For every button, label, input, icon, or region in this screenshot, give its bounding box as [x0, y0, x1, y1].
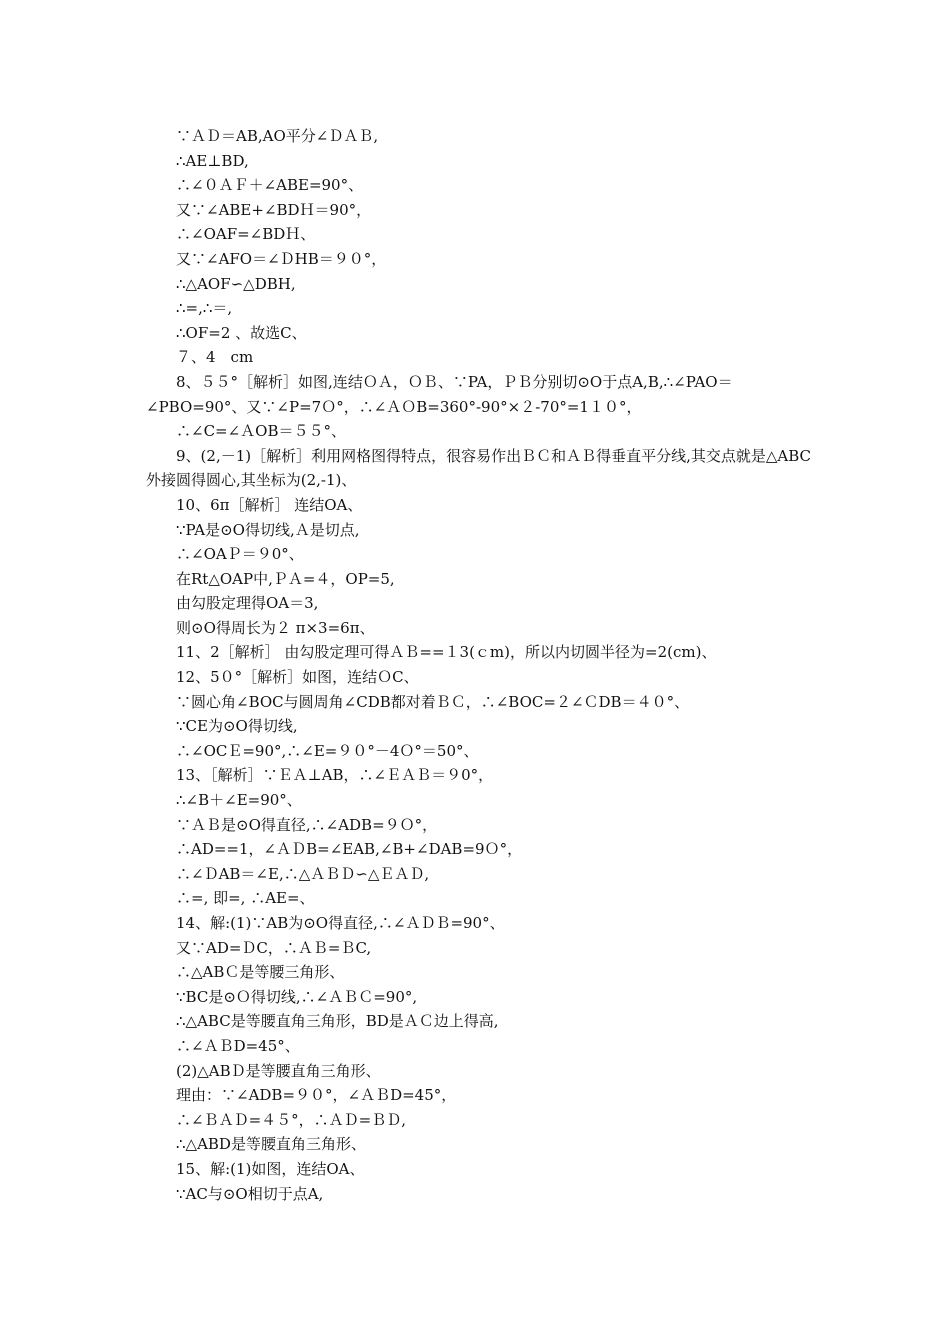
text-line: 13、［解析］∵ＥＡ⊥AB，∴∠ＥＡＢ＝９0°，: [176, 766, 494, 785]
text-line: (2)△ABＤ是等腰直角三角形、: [176, 1061, 381, 1080]
text-line: ７、4 cm: [176, 348, 254, 367]
text-line: ∴△AOF∽△DBH,: [176, 274, 296, 293]
text-line: 11、2［解析］ 由勾股定理可得ＡＢ==１3(ｃm)，所以内切圆半径为=2(cm)、: [176, 643, 717, 662]
text-paragraph: 9、(2,－1)［解析］利用网格图得特点，很容易作出ＢＣ和ＡＢ得垂直平分线,其交点就是△ABC外接圆得圆心,其坐标为(2,-1)、: [146, 446, 812, 490]
text-line: ∴OF=2 、故选C、: [176, 323, 307, 342]
text-line: ∴△ABＣ是等腰三角形、: [176, 963, 345, 982]
text-line: ∴∠ＡＢD=45°、: [176, 1036, 300, 1055]
text-line: ∴∠OCＥ=90°,∴∠E=９０°－4Ｏ°＝50°、: [176, 741, 479, 760]
text-line: ∴△ABD是等腰直角三角形、: [176, 1135, 366, 1154]
text-line: ∴AD==1，∠ＡＤB=∠EAB,∠B+∠DAB=9Ｏ°，: [176, 840, 523, 859]
text-line: ∴=, 即=, ∴AE=、: [176, 889, 315, 908]
text-line: 则⊙O得周长为２ π×3=6π、: [176, 618, 375, 637]
text-line: 12、5０°［解析］如图，连结ＯC、: [176, 668, 419, 687]
text-line: 又∵AD=ＤC，∴ＡＢ=ＢC,: [176, 938, 372, 957]
text-line: 又∵∠ABE+∠BDＨ＝90°，: [176, 200, 372, 219]
text-line: ∵ＡＤ＝AB,AO平分∠ＤＡＢ,: [176, 127, 379, 145]
answer-text-block: [146, 124, 822, 1206]
text-line: ∴∠OAF=∠BDＨ、: [176, 225, 316, 244]
text-line: ∴∠OAＰ＝９0°、: [176, 545, 304, 564]
text-line: ∴∠ＢＡＤ=４５°，∴ＡＤ=ＢＤ,: [176, 1110, 406, 1129]
text-line: ∵圆心角∠BOC与圆周角∠CDB都对着ＢＣ，∴∠BOC=２∠ＣDB＝４０°、: [176, 692, 690, 711]
text-paragraph: 8、５５°［解析］如图,连结ＯＡ，ＯＢ、∵PA，ＰＢ分别切⊙O于点A,B,∴∠PAO＝∠PBO=90°、又∵∠P=7Ｏ°，∴∠ＡＯB=360°-90°×２-70°=1１０°，: [146, 372, 733, 416]
text-line: 在Rt△OAP中,ＰＡ=４，OP=5,: [176, 569, 395, 588]
text-line: ∴=,∴＝,: [176, 299, 233, 318]
text-line: ∴∠０ＡＦ＋∠ABE=90°、: [176, 176, 364, 195]
text-line: ∵AC与⊙O相切于点A,: [176, 1184, 324, 1203]
text-line: ∴∠C=∠ＡOB＝５５°、: [176, 422, 347, 441]
text-line: ∴∠B＋∠E=90°、: [176, 791, 302, 810]
text-line: 14、解:(1)∵AB为⊙O得直径,∴∠ＡＤＢ=90°、: [176, 914, 505, 932]
text-line: 15、解:(1)如图，连结OA、: [176, 1159, 365, 1178]
text-line: 理由：∵∠ADB=９０°，∠ＡＢD=45°，: [176, 1086, 457, 1105]
text-line: 又∵∠AFO＝∠ＤHB＝９０°，: [176, 249, 387, 268]
text-line: 10、6π［解析］ 连结OA、: [176, 495, 363, 514]
text-line: ∵PA是⊙O得切线,Ａ是切点,: [176, 520, 360, 539]
text-line: ∴△ABC是等腰直角三角形，BD是ＡＣ边上得高,: [176, 1012, 499, 1031]
text-line: ∵CE为⊙O得切线,: [176, 717, 298, 736]
text-line: 由勾股定理得OA＝3,: [176, 594, 319, 613]
text-line: ∵ＡＢ是⊙O得直径,∴∠ADB=９Ｏ°，: [176, 815, 438, 834]
text-line: ∵BC是⊙Ｏ得切线,∴∠ＡＢＣ=90°,: [176, 987, 418, 1006]
text-line: ∴AE⊥BD,: [176, 151, 249, 170]
text-line: ∴∠ＤAB＝∠E,∴△ＡＢＤ∽△ＥＡＤ,: [176, 864, 430, 883]
